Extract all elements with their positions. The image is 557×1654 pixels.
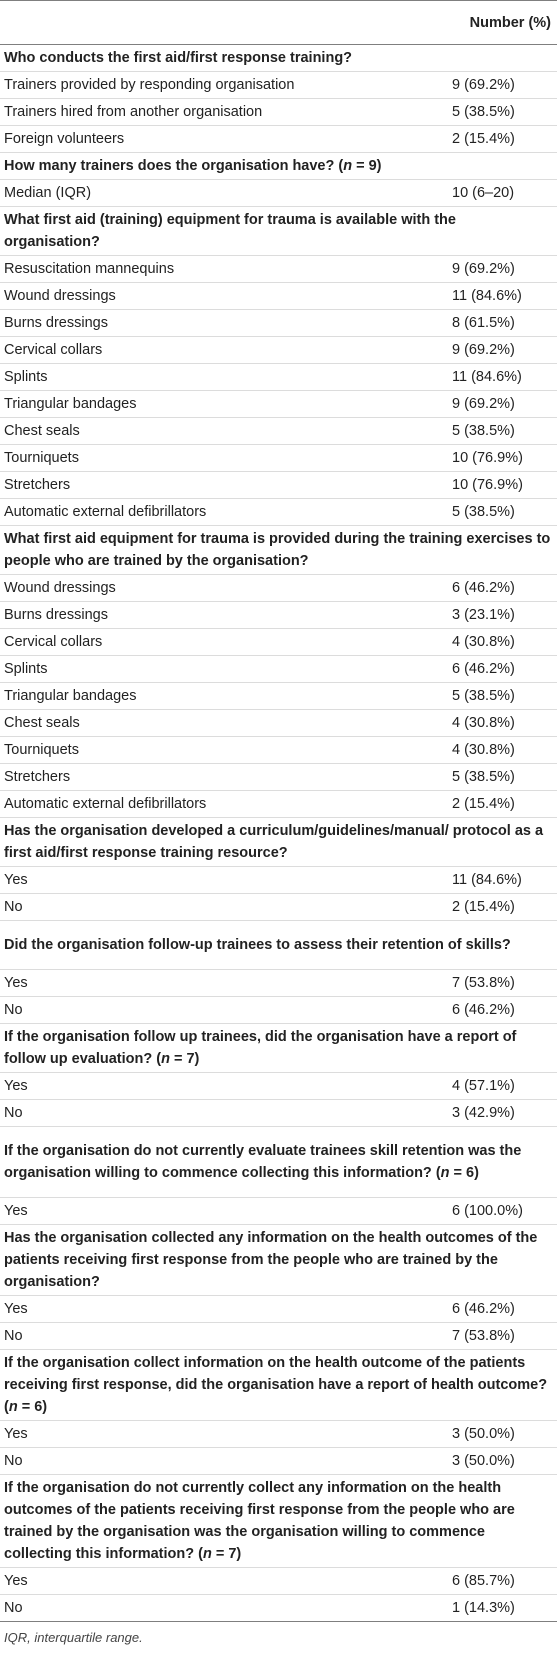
table-row <box>0 575 557 602</box>
table-row <box>0 283 557 310</box>
question-label: Has the organisation collected any information on the health outcomes of the patients receiving first response from the people who are trained by the organisation? <box>0 1225 557 1296</box>
row-value: 3 (50.0%) <box>446 1421 557 1448</box>
question-row <box>0 921 557 970</box>
row-label: Triangular bandages <box>0 391 440 418</box>
question-label: Did the organisation follow-up trainees to assess their retention of skills? <box>0 921 557 970</box>
row-value: 6 (46.2%) <box>446 1296 557 1323</box>
table-row <box>0 1323 557 1350</box>
table-row <box>0 126 557 153</box>
row-value: 5 (38.5%) <box>446 683 557 710</box>
question-label: If the organisation collect information on the health outcome of the patients receiving first response, did the organisation have a report of health outcome? (n = 6) <box>0 1350 557 1421</box>
row-label: Stretchers <box>0 764 440 791</box>
table-row <box>0 656 557 683</box>
table-header-row <box>0 1 557 45</box>
row-label: No <box>0 1448 440 1475</box>
row-label: Automatic external defibrillators <box>0 791 440 818</box>
row-value: 9 (69.2%) <box>446 337 557 364</box>
row-value: 2 (15.4%) <box>446 894 557 921</box>
row-label: Median (IQR) <box>0 180 440 207</box>
row-label: Cervical collars <box>0 629 440 656</box>
table-row <box>0 602 557 629</box>
table-row <box>0 1100 557 1127</box>
table-row <box>0 867 557 894</box>
table-row <box>0 72 557 99</box>
row-label: Trainers provided by responding organisation <box>0 72 440 99</box>
row-value: 11 (84.6%) <box>446 283 557 310</box>
row-value: 10 (76.9%) <box>446 472 557 499</box>
question-row <box>0 1225 557 1296</box>
table-row <box>0 710 557 737</box>
row-label: Burns dressings <box>0 310 440 337</box>
row-value: 6 (85.7%) <box>446 1568 557 1595</box>
row-value: 7 (53.8%) <box>446 1323 557 1350</box>
row-value: 3 (23.1%) <box>446 602 557 629</box>
table-row <box>0 1296 557 1323</box>
row-label: Chest seals <box>0 710 440 737</box>
row-label: Yes <box>0 1568 440 1595</box>
row-value: 3 (50.0%) <box>446 1448 557 1475</box>
table-row <box>0 256 557 283</box>
row-label: No <box>0 997 440 1024</box>
header-value-cell: Number (%) <box>440 1 557 45</box>
table-row <box>0 180 557 207</box>
question-row <box>0 207 557 256</box>
row-label: Tourniquets <box>0 737 440 764</box>
question-row <box>0 1127 557 1198</box>
row-label: No <box>0 1100 440 1127</box>
question-label: If the organisation follow up trainees, did the organisation have a report of follow up evaluation? (n = 7) <box>0 1024 557 1073</box>
table-row <box>0 1568 557 1595</box>
row-label: Yes <box>0 1073 440 1100</box>
table-row <box>0 418 557 445</box>
row-label: Yes <box>0 867 440 894</box>
row-label: Tourniquets <box>0 445 440 472</box>
row-label: Foreign volunteers <box>0 126 440 153</box>
table-row <box>0 764 557 791</box>
question-row <box>0 526 557 575</box>
row-value: 10 (6–20) <box>446 180 557 207</box>
table-row <box>0 894 557 921</box>
row-label: Yes <box>0 1296 440 1323</box>
row-value: 5 (38.5%) <box>446 99 557 126</box>
table-row <box>0 391 557 418</box>
row-label: Wound dressings <box>0 283 440 310</box>
table-row <box>0 737 557 764</box>
table-row <box>0 970 557 997</box>
table-row <box>0 445 557 472</box>
question-row <box>0 818 557 867</box>
row-value: 6 (46.2%) <box>446 656 557 683</box>
question-row <box>0 153 557 180</box>
table-row <box>0 1448 557 1475</box>
question-label: How many trainers does the organisation have? (n = 9) <box>0 153 557 180</box>
row-label: Splints <box>0 364 440 391</box>
row-label: Cervical collars <box>0 337 440 364</box>
table-body <box>0 45 557 1622</box>
question-row <box>0 1475 557 1568</box>
row-label: No <box>0 1595 440 1622</box>
row-value: 3 (42.9%) <box>446 1100 557 1127</box>
row-label: Yes <box>0 970 440 997</box>
row-label: Resuscitation mannequins <box>0 256 440 283</box>
question-label: If the organisation do not currently evaluate trainees skill retention was the organisation willing to commence collecting this information? (n = 6) <box>0 1127 557 1198</box>
question-label: If the organisation do not currently collect any information on the health outcomes of the patients receiving first response from the people who are trained by the organisation was the organisation willing to commence collecting this information? (n = 7) <box>0 1475 557 1568</box>
table-row <box>0 499 557 526</box>
row-value: 6 (46.2%) <box>446 575 557 602</box>
table-row <box>0 364 557 391</box>
row-value: 10 (76.9%) <box>446 445 557 472</box>
row-value: 8 (61.5%) <box>446 310 557 337</box>
row-label: No <box>0 1323 440 1350</box>
row-label: Trainers hired from another organisation <box>0 99 440 126</box>
question-row <box>0 45 557 72</box>
table-row <box>0 99 557 126</box>
table-row <box>0 1198 557 1225</box>
row-label: Splints <box>0 656 440 683</box>
table-row <box>0 1421 557 1448</box>
question-label: Has the organisation developed a curriculum/guidelines/manual/ protocol as a first aid/first response training resource? <box>0 818 557 867</box>
row-label: Yes <box>0 1421 440 1448</box>
row-value: 5 (38.5%) <box>446 499 557 526</box>
row-value: 5 (38.5%) <box>446 418 557 445</box>
row-label: Chest seals <box>0 418 440 445</box>
row-label: Automatic external defibrillators <box>0 499 440 526</box>
row-value: 6 (46.2%) <box>446 997 557 1024</box>
table-row <box>0 310 557 337</box>
row-label: Triangular bandages <box>0 683 440 710</box>
row-value: 9 (69.2%) <box>446 72 557 99</box>
row-value: 9 (69.2%) <box>446 391 557 418</box>
row-label: Yes <box>0 1198 440 1225</box>
question-label: Who conducts the first aid/first response training? <box>0 45 557 72</box>
row-label: Stretchers <box>0 472 440 499</box>
row-value: 4 (30.8%) <box>446 737 557 764</box>
row-label: Burns dressings <box>0 602 440 629</box>
row-value: 1 (14.3%) <box>446 1595 557 1622</box>
question-label: What first aid equipment for trauma is provided during the training exercises to people who are trained by the organisation? <box>0 526 557 575</box>
row-value: 7 (53.8%) <box>446 970 557 997</box>
question-row <box>0 1350 557 1421</box>
table-row <box>0 472 557 499</box>
row-value: 9 (69.2%) <box>446 256 557 283</box>
row-value: 5 (38.5%) <box>446 764 557 791</box>
row-value: 2 (15.4%) <box>446 791 557 818</box>
table-row <box>0 337 557 364</box>
row-value: 4 (57.1%) <box>446 1073 557 1100</box>
row-value: 11 (84.6%) <box>446 364 557 391</box>
row-value: 2 (15.4%) <box>446 126 557 153</box>
question-row <box>0 1024 557 1073</box>
question-label: What first aid (training) equipment for trauma is available with the organisation? <box>0 207 557 256</box>
table-row <box>0 683 557 710</box>
table-row <box>0 1073 557 1100</box>
row-label: Wound dressings <box>0 575 440 602</box>
table-footnote: IQR, interquartile range. <box>4 1630 143 1645</box>
row-value: 4 (30.8%) <box>446 710 557 737</box>
table-row <box>0 629 557 656</box>
row-label: No <box>0 894 440 921</box>
table-row <box>0 791 557 818</box>
row-value: 4 (30.8%) <box>446 629 557 656</box>
header-label-cell <box>0 1 440 45</box>
row-value: 11 (84.6%) <box>446 867 557 894</box>
table-row <box>0 997 557 1024</box>
row-value: 6 (100.0%) <box>446 1198 557 1225</box>
table-row <box>0 1595 557 1622</box>
